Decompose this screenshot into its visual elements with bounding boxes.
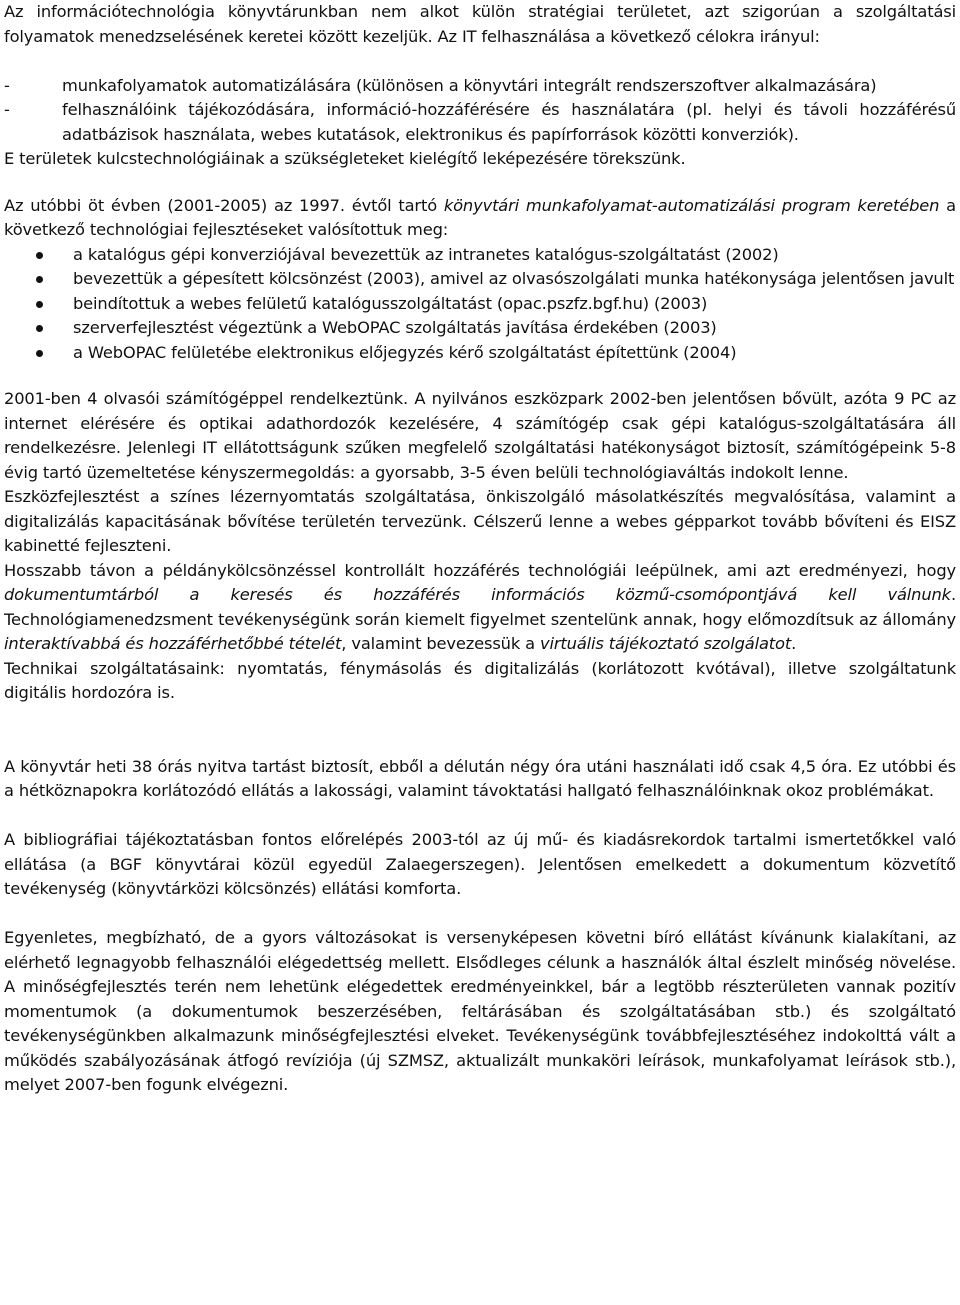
emphasis-text: dokumentumtárból a keresés és hozzáférés információs közmű-csomópontjává kell válnunk [4,585,951,604]
paragraph-strategy [4,559,956,657]
text-run: Az utóbbi öt évben (2001-2005) az 1997. évtől tartó [4,195,444,215]
paragraph: Egyenletes, megbízható, de a gyors változásokat is versenyképesen követni bíró ellátást kívánunk kialakítani, az elérhető legnagyobb felhasználói elégedettség mellett. Elsődleges célunk a használók által észlelt minőség növelése. A minőségfejlesztés terén nem lehetünk elégedettek eredményeinkkel, bár a legtöbb részterületen vannak pozitív momentumok (a dokumentumok beszerzésében, feltárásában és szolgáltatásában stb.) és szolgáltató tevékenységünkben alkalmazunk minőségfejlesztési elveket. Tevékenységünk továbbfejlesztéséhez indokolttá vált a működés szabályozásának átfogó revíziója (új SZMSZ, aktualizált munkaköri leírások, munkafolyamat leírások stb.), melyet 2007-ben fogunk elvégezni. [4,928,956,1094]
dash-item-text: felhasználóink tájékozódására, információ-hozzáférésére és használatára (pl. helyi és távoli hozzáférésű adatbázisok használata, webes kutatások, elektronikus és papírforrások közötti konverziók). [62,100,956,144]
paragraph-automation [4,194,956,243]
paragraph: E területek kulcstechnológiáinak a szükségleteket kielégítő leképezésére törekszünk. [4,149,686,168]
intro-paragraph: Az információtechnológia könyvtárunkban nem alkot külön stratégiai területet, azt szigorúan a szolgáltatási folyamatok menedzselésének keretei között kezeljük. Az IT felhasználása a következő célokra irányul: [4,2,956,46]
text-run: a következő technológiai fejlesztéseket valósítottuk meg: [4,195,956,239]
spacer [4,49,956,74]
dash-marker: - [4,75,10,95]
bullet-item: a WebOPAC felületébe elektronikus előjegyzés kérő szolgáltatást építettünk (2004) [4,341,956,366]
dash-list-item [4,98,956,147]
bullet-list [4,243,956,366]
spacer [4,172,956,194]
paragraph: A bibliográfiai tájékoztatásban fontos előrelépés 2003-tól az új mű- és kiadásrekordok tartalmi ismertetőkkel való ellátása (a BGF könyvtárai közül egyedül Zalaegerszegen). Jelentősen emelkedett a dokumentum közvetítő tevékenység (könyvtárközi kölcsönzés) ellátási komforta. [4,830,956,898]
paragraph: A könyvtár heti 38 órás nyitva tartást biztosít, ebből a délután négy óra utáni használati idő csak 4,5 óra. Ez utóbbi és a hétköznapokra korlátozódó ellátás a lakossági, valamint távoktatási hallgató felhasználóinknak okoz problémákat. [4,756,956,800]
emphasis-text: könyvtári munkafolyamat-automatizálási program keretében [443,195,940,215]
spacer [4,902,956,927]
paragraph: Technikai szolgáltatásaink: nyomtatás, fénymásolás és digitalizálás (korlátozott kvótával), illetve szolgáltatunk digitális hordozóra is. [4,658,956,702]
dash-list-item [4,74,956,99]
spacer [4,365,956,387]
paragraph: Eszközfejlesztést a színes lézernyomtatás szolgáltatása, önkiszolgáló másolatkészítés megvalósítása, valamint a digitalizálás kapacitásának bővítése területén tervezünk. Célszerű lenne a webes gépparkot tovább bővíteni és EISZ kabinetté fejleszteni. [4,487,956,555]
dash-marker: - [4,100,10,119]
emphasis-text: interaktívabbá és hozzáférhetőbbé tételét [4,634,342,653]
text-run: . [791,634,797,653]
spacer [4,804,956,829]
text-run: Hosszabb távon a példánykölcsönzéssel kontrollált hozzáférés technológiái leépülnek, ami azt eredményezi, hogy [4,560,956,580]
bullet-item: a katalógus gépi konverziójával bevezettük az intranetes katalógus-szolgáltatást (2002) [4,243,956,268]
bullet-item: szerverfejlesztést végeztünk a WebOPAC szolgáltatás javítása érdekében (2003) [4,316,956,341]
bullet-item: bevezettük a gépesített kölcsönzést (2003), amivel az olvasószolgálati munka hatékonysága jelentősen javult [4,267,956,292]
emphasis-text: virtuális tájékoztató szolgálatot [540,634,792,653]
text-run: . Technológiamenedzsment tevékenységünk során kiemelt figyelmet szentelünk annak, hogy előmozdítsuk az állomány [4,585,956,629]
dash-item-text: munkafolyamatok automatizálására (különösen a könyvtári integrált rendszerszoftver alkalmazására) [62,75,877,95]
spacer [4,706,956,755]
bullet-item: beindítottuk a webes felületű katalógusszolgáltatást (opac.pszfz.bgf.hu) (2003) [4,292,956,317]
text-run: , valamint bevezessük a [341,634,541,653]
paragraph: 2001-ben 4 olvasói számítógéppel rendelkeztünk. A nyilvános eszközpark 2002-ben jelentősen bővült, azóta 9 PC az internet elérésére és optikai adathordozók kezelésére, 4 számítógép csak gépi katalógus-szolgáltatására áll rendelkezésre. Jelenlegi IT ellátottságunk szűken megfelelő szolgáltatási hatékonyságot biztosít, számítógépeink 5-8 évig tartó üzemeltetése kényszermegoldás: a gyorsabb, 3-5 éven belüli technológiaváltás indokolt lenne. [4,389,956,482]
